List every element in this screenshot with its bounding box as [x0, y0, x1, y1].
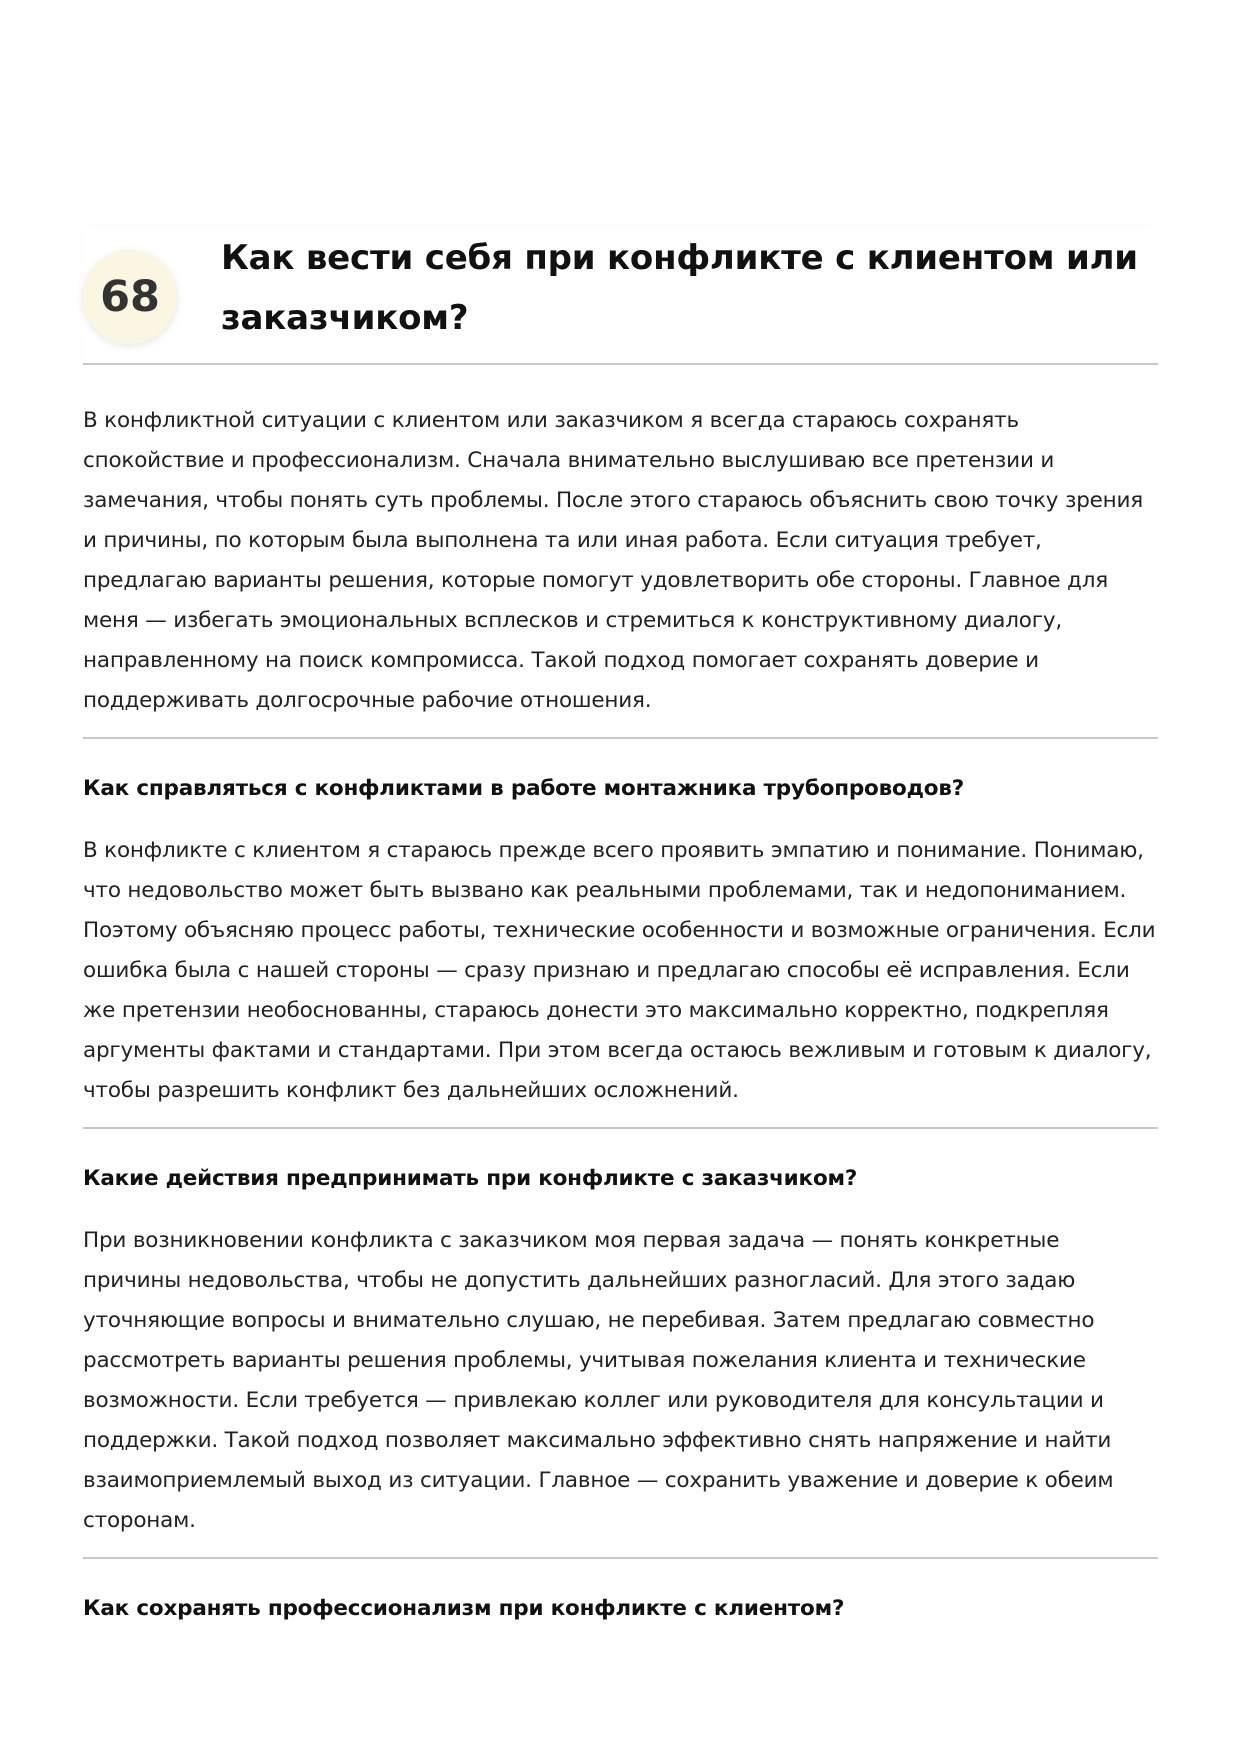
related-question: Как справляться с конфликтами в работе монтажника трубопроводов?	[83, 776, 965, 801]
related-qa	[83, 739, 1158, 1127]
related-qa	[83, 1559, 1158, 1629]
related-answer: При возникновении конфликта с заказчиком моя первая задача — понять конкретные причины недовольства, чтобы не допустить дальнейших разногласий. Для этого задаю уточняющие вопросы и внимательно слушаю, не перебивая. Затем предлагаю совместно рассмотреть варианты решения проблемы, учитывая пожелания клиента и технические возможности. Если требуется — привлекаю коллег или руководителя для консультации и поддержки. Такой подход позволяет максимально эффективно снять напряжение и найти взаимоприемлемый выход из ситуации. Главное — сохранить уважение и доверие к обеим сторонам.	[83, 1228, 1114, 1533]
related-qa	[83, 1129, 1158, 1557]
related-answer: В конфликте с клиентом я стараюсь прежде всего проявить эмпатию и понимание. Понимаю, что недовольство может быть вызвано как реальными проблемами, так и недопониманием. Поэтому объясняю процесс работы, технические особенности и возможные ограничения. Если ошибка была с нашей стороны — сразу признаю и предлагаю способы её исправления. Если же претензии необоснованны, стараюсь донести это максимально корректно, подкрепляя аргументы фактами и стандартами. При этом всегда остаюсь вежливым и готовым к диалогу, чтобы разрешить конфликт без дальнейших осложнений.	[83, 838, 1156, 1103]
related-question: Какие действия предпринимать при конфликте с заказчиком?	[83, 1166, 858, 1191]
question-title: Как вести себя при конфликте с клиентом или заказчиком?	[221, 238, 1138, 338]
question-number-badge: 68	[83, 250, 177, 344]
question-page	[83, 228, 1158, 1629]
related-question: Как сохранять профессионализм при конфликте с клиентом?	[83, 1596, 845, 1621]
question-header	[83, 228, 1158, 365]
question-answer: В конфликтной ситуации с клиентом или заказчиком я всегда стараюсь сохранять спокойствие и профессионализм. Сначала внимательно выслушиваю все претензии и замечания, чтобы понять суть проблемы. После этого стараюсь объяснить свою точку зрения и причины, по которым была выполнена та или иная работа. Если ситуация требует, предлагаю варианты решения, которые помогут удовлетворить обе стороны. Главное для меня — избегать эмоциональных всплесков и стремиться к конструктивному диалогу, направленному на поиск компромисса. Такой подход помогает сохранять доверие и поддерживать долгосрочные рабочие отношения.	[83, 408, 1144, 713]
